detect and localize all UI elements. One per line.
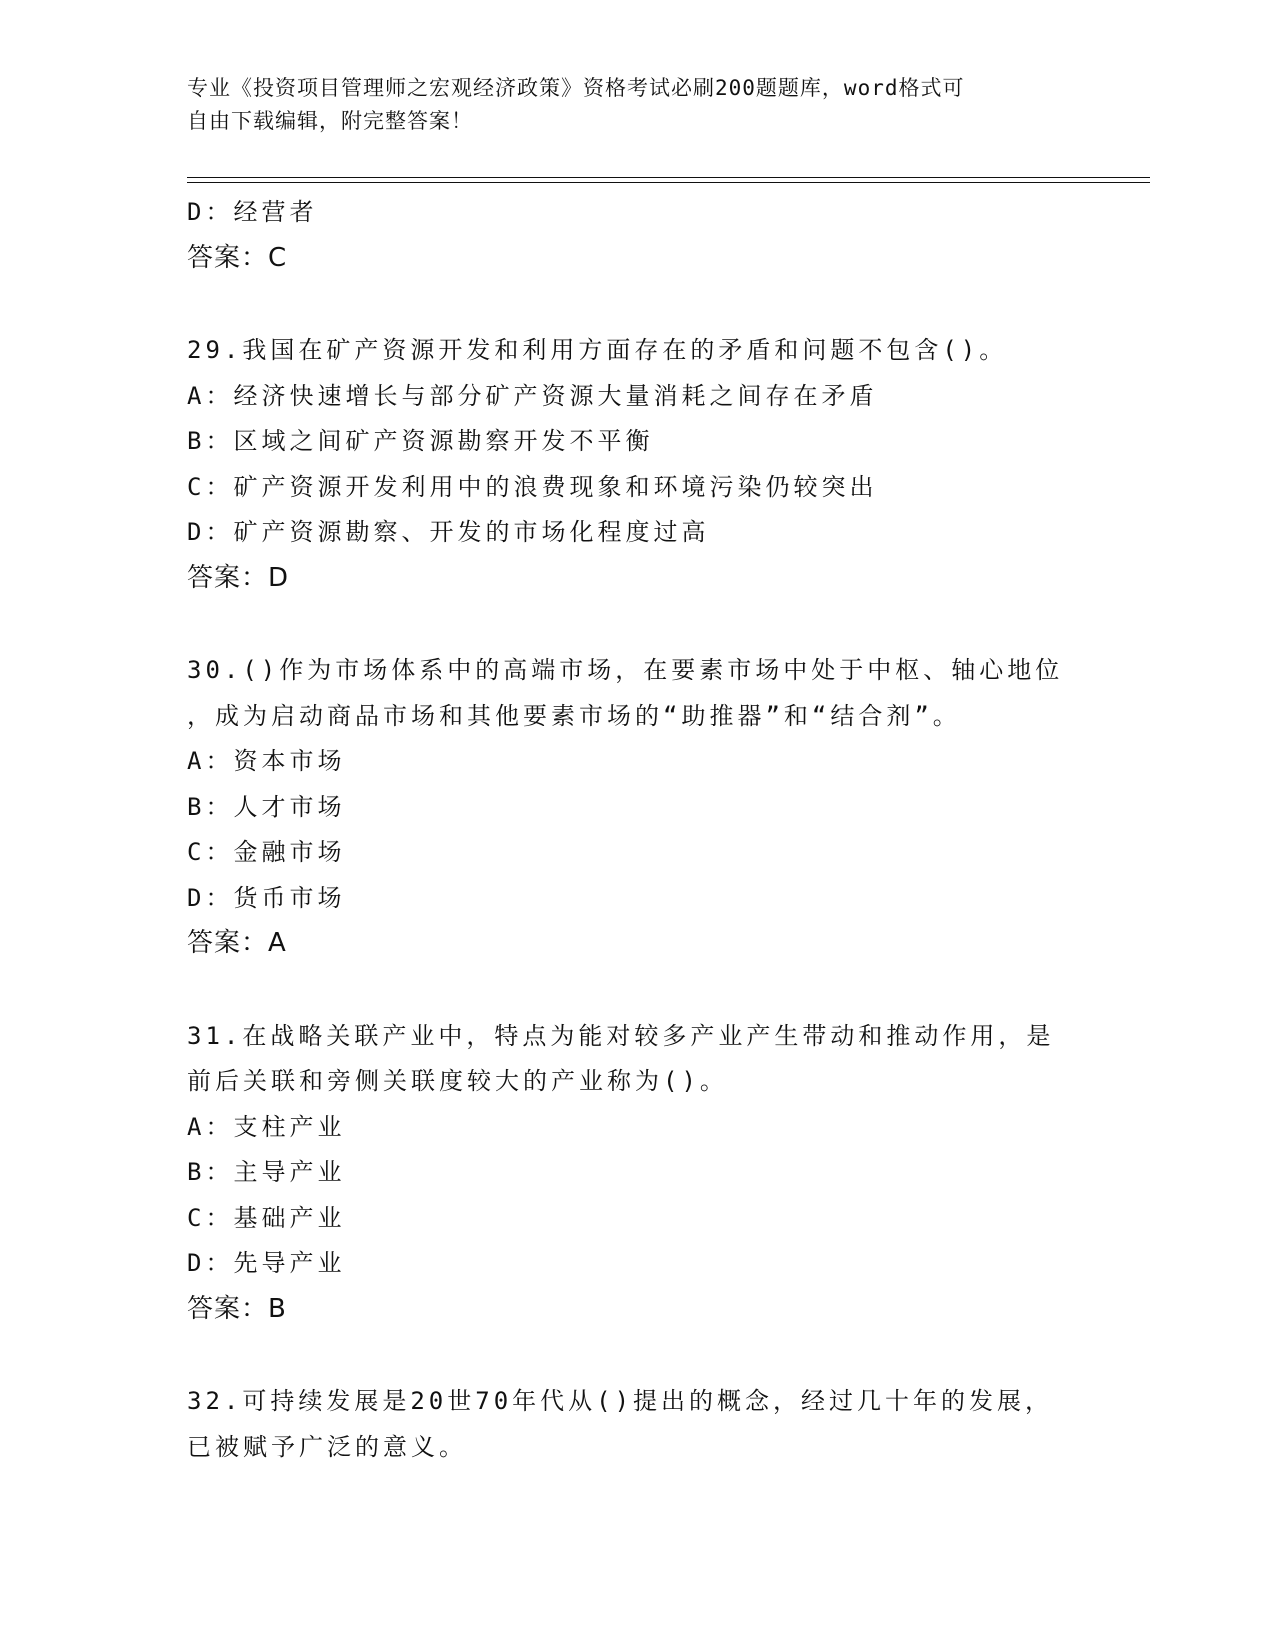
header-divider-top	[187, 177, 1150, 178]
option-a: A：经济快速增长与部分矿产资源大量消耗之间存在矛盾	[187, 381, 878, 410]
option-a: A：资本市场	[187, 747, 346, 775]
header-line-1: 专业《投资项目管理师之宏观经济政策》资格考试必刷200题题库，word格式可	[187, 76, 965, 100]
question-stem: 32.可持续发展是20世70年代从()提出的概念，经过几十年的发展，	[187, 1387, 1054, 1415]
option-a: A：支柱产业	[187, 1112, 346, 1141]
spacer	[187, 967, 1087, 1014]
option-c: C：金融市场	[187, 838, 346, 866]
spacer	[187, 281, 1087, 328]
document-header	[187, 72, 1067, 138]
option-b: B：主导产业	[187, 1158, 346, 1186]
option-d: D：货币市场	[187, 883, 346, 912]
question-stem: 31.在战略关联产业中，特点为能对较多产业产生带动和推动作用，是	[187, 1021, 1055, 1050]
question-stem-continued: 已被赋予广泛的意义。	[187, 1432, 467, 1461]
question-stem-continued: 前后关联和旁侧关联度较大的产业称为()。	[187, 1067, 728, 1095]
answer-line: 答案：B	[187, 1293, 287, 1324]
spacer	[187, 1332, 1087, 1379]
option-d: D：先导产业	[187, 1249, 346, 1277]
question-30	[187, 648, 1087, 967]
header-divider-bottom	[187, 182, 1150, 183]
answer-line: 答案：D	[187, 562, 290, 593]
option-d: D：经营者	[187, 198, 318, 226]
document-body	[187, 190, 1087, 1470]
question-stem: 30.()作为市场体系中的高端市场，在要素市场中处于中枢、轴心地位	[187, 656, 1064, 684]
option-b: B：区域之间矿产资源勘察开发不平衡	[187, 427, 654, 455]
question-28-tail	[187, 190, 1087, 281]
question-31	[187, 1014, 1087, 1333]
option-c: C：矿产资源开发利用中的浪费现象和环境污染仍较突出	[187, 472, 878, 501]
answer-line: 答案：A	[187, 928, 287, 958]
question-stem: 29.我国在矿产资源开发和利用方面存在的矛盾和问题不包含()。	[187, 336, 1008, 364]
question-29	[187, 328, 1087, 601]
answer-line: 答案：C	[187, 242, 288, 273]
option-b: B：人才市场	[187, 792, 346, 821]
header-line-2: 自由下载编辑，附完整答案！	[187, 109, 473, 133]
spacer	[187, 601, 1087, 648]
question-32	[187, 1379, 1087, 1470]
option-c: C：基础产业	[187, 1203, 346, 1232]
question-stem-continued: ，成为启动商品市场和其他要素市场的“助推器”和“结合剂”。	[187, 701, 961, 730]
option-d: D：矿产资源勘察、开发的市场化程度过高	[187, 518, 710, 546]
